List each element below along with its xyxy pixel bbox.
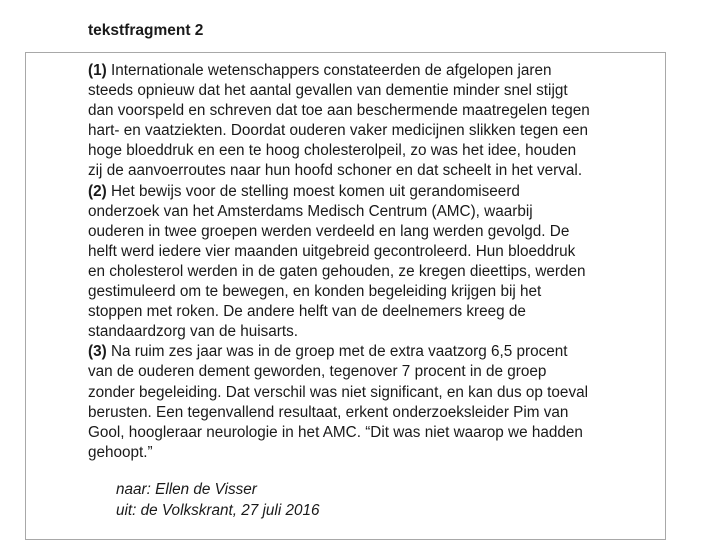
paragraph-number: (2) xyxy=(88,182,107,200)
line-text: gehoopt.” xyxy=(88,443,153,461)
line-text: Na ruim zes jaar was in de groep met de extra vaatzorg 6,5 procent xyxy=(110,343,568,361)
line-text: hart- en vaatziekten. Doordat ouderen vaker medicijnen slikken tegen een xyxy=(88,122,588,140)
source-publication: uit: de Volkskrant, 27 juli 2016 xyxy=(116,501,320,519)
paragraph-number: (3) xyxy=(88,343,107,361)
paragraph-line xyxy=(88,141,658,161)
line-text: zij de aanvoerroutes naar hun hoofd schoner en dat scheelt in het verval. xyxy=(88,162,583,180)
paragraph-line xyxy=(88,302,658,322)
paragraph-line xyxy=(88,81,658,101)
line-text: zonder begeleiding. Dat verschil was niet significant, en kan dus op toeval xyxy=(88,383,588,401)
line-text: steeds opnieuw dat het aantal gevallen van dementie minder snel stijgt xyxy=(88,82,568,100)
source-author: naar: Ellen de Visser xyxy=(116,481,257,498)
line-text: standaardzorg van de huisarts. xyxy=(88,323,299,341)
paragraph-line xyxy=(88,121,658,141)
source-citation xyxy=(116,480,320,521)
line-text: van de ouderen dement geworden, tegenover 7 procent in de groep xyxy=(88,363,547,381)
line-text: Gool, hoogleraar neurologie in het AMC. “Dit was niet waarop we hadden xyxy=(88,423,583,441)
paragraph-line xyxy=(88,403,658,423)
paragraph-line xyxy=(88,322,658,342)
line-text: onderzoek van het Amsterdams Medisch Centrum (AMC), waarbij xyxy=(88,202,533,220)
paragraph-line xyxy=(88,242,658,262)
line-text: helft werd iedere vier maanden uitgebreid gecontroleerd. Hun bloeddruk xyxy=(88,242,576,260)
line-text: en cholesterol werden in de gaten gehouden, ze kregen dieettips, werden xyxy=(88,262,586,280)
paragraph-line xyxy=(88,383,658,403)
line-text: ouderen in twee groepen werden verdeeld en lang werden gevolgd. De xyxy=(88,222,570,240)
line-text: hoge bloeddruk en een te hoog cholesterolpeil, zo was het idee, houden xyxy=(88,142,577,160)
paragraph-line xyxy=(88,423,658,443)
line-text: gestimuleerd om te bewegen, en konden begeleiding krijgen bij het xyxy=(88,283,542,301)
paragraph-line xyxy=(88,101,658,121)
paragraph-line xyxy=(88,262,658,282)
line-text: dan voorspeld en schreven dat toe aan beschermende maatregelen tegen xyxy=(88,102,590,120)
line-text: Het bewijs voor de stelling moest komen uit gerandomiseerd xyxy=(110,182,520,200)
paragraph-line xyxy=(88,362,658,382)
fragment-title: tekstfragment 2 xyxy=(88,22,204,39)
line-text: Internationale wetenschappers constateerden de afgelopen jaren xyxy=(110,62,552,79)
line-text: stoppen met roken. De andere helft van de deelnemers kreeg de xyxy=(88,303,526,321)
paragraph-line xyxy=(88,202,658,222)
paragraph-line xyxy=(88,443,658,463)
paragraph-line xyxy=(88,182,658,202)
paragraph-line xyxy=(88,161,658,181)
paragraph-line xyxy=(88,342,658,362)
paragraph-line xyxy=(88,222,658,242)
paragraph-line xyxy=(88,61,658,81)
line-text: berusten. Een tegenvallend resultaat, erkent onderzoeksleider Pim van xyxy=(88,403,569,421)
article-text xyxy=(88,61,658,463)
paragraph-number: (1) xyxy=(88,62,107,79)
paragraph-line xyxy=(88,282,658,302)
